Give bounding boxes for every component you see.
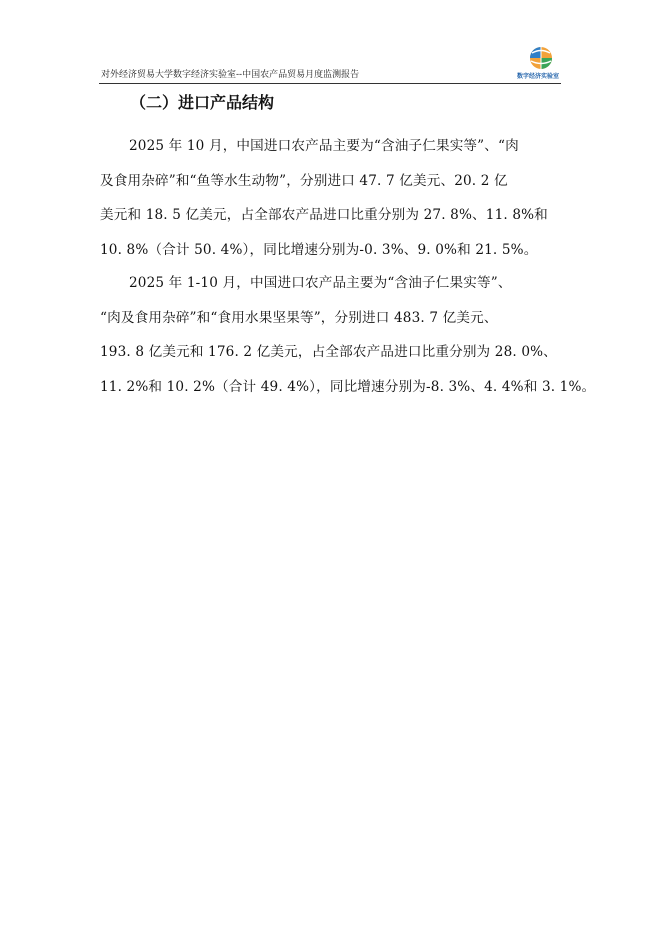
paragraph-line: 及食用杂碎”和“鱼等水生动物”，分别进口 47. 7 亿美元、20. 2 亿 (100, 172, 508, 189)
paragraph-line: 10. 8%（合计 50. 4%），同比增速分别为-0. 3%、9. 0%和 21. 5%。 (100, 241, 538, 258)
section-title: （二）进口产品结构 (130, 93, 275, 112)
paragraph-line: 193. 8 亿美元和 176. 2 亿美元，占全部农产品进口比重分别为 28. 0%、 (100, 344, 557, 361)
paragraph-line: 2025 年 1-10 月，中国进口农产品主要为“含油子仁果实等”、 (129, 275, 512, 291)
header-divider (99, 83, 561, 84)
paragraph-line: 11. 2%和 10. 2%（合计 49. 4%），同比增速分别为-8. 3%、4. 4%和 3. 1%。 (100, 378, 596, 395)
paragraph-monthly-imports (100, 129, 562, 267)
paragraph-line: 2025 年 10 月，中国进口农产品主要为“含油子仁果实等”、“肉 (129, 138, 519, 154)
header-title: 对外经济贸易大学数字经济实验室--中国农产品贸易月度监测报告 (101, 70, 360, 80)
paragraph-cumulative-imports (100, 266, 596, 404)
paragraph-line: 美元和 18. 5 亿美元，占全部农产品进口比重分别为 27. 8%、11. 8%和 (100, 207, 548, 224)
logo-caption: 数字经济实验室 (516, 73, 559, 80)
paragraph-line: “肉及食用杂碎”和“食用水果坚果等”，分别进口 483. 7 亿美元、 (100, 309, 498, 326)
